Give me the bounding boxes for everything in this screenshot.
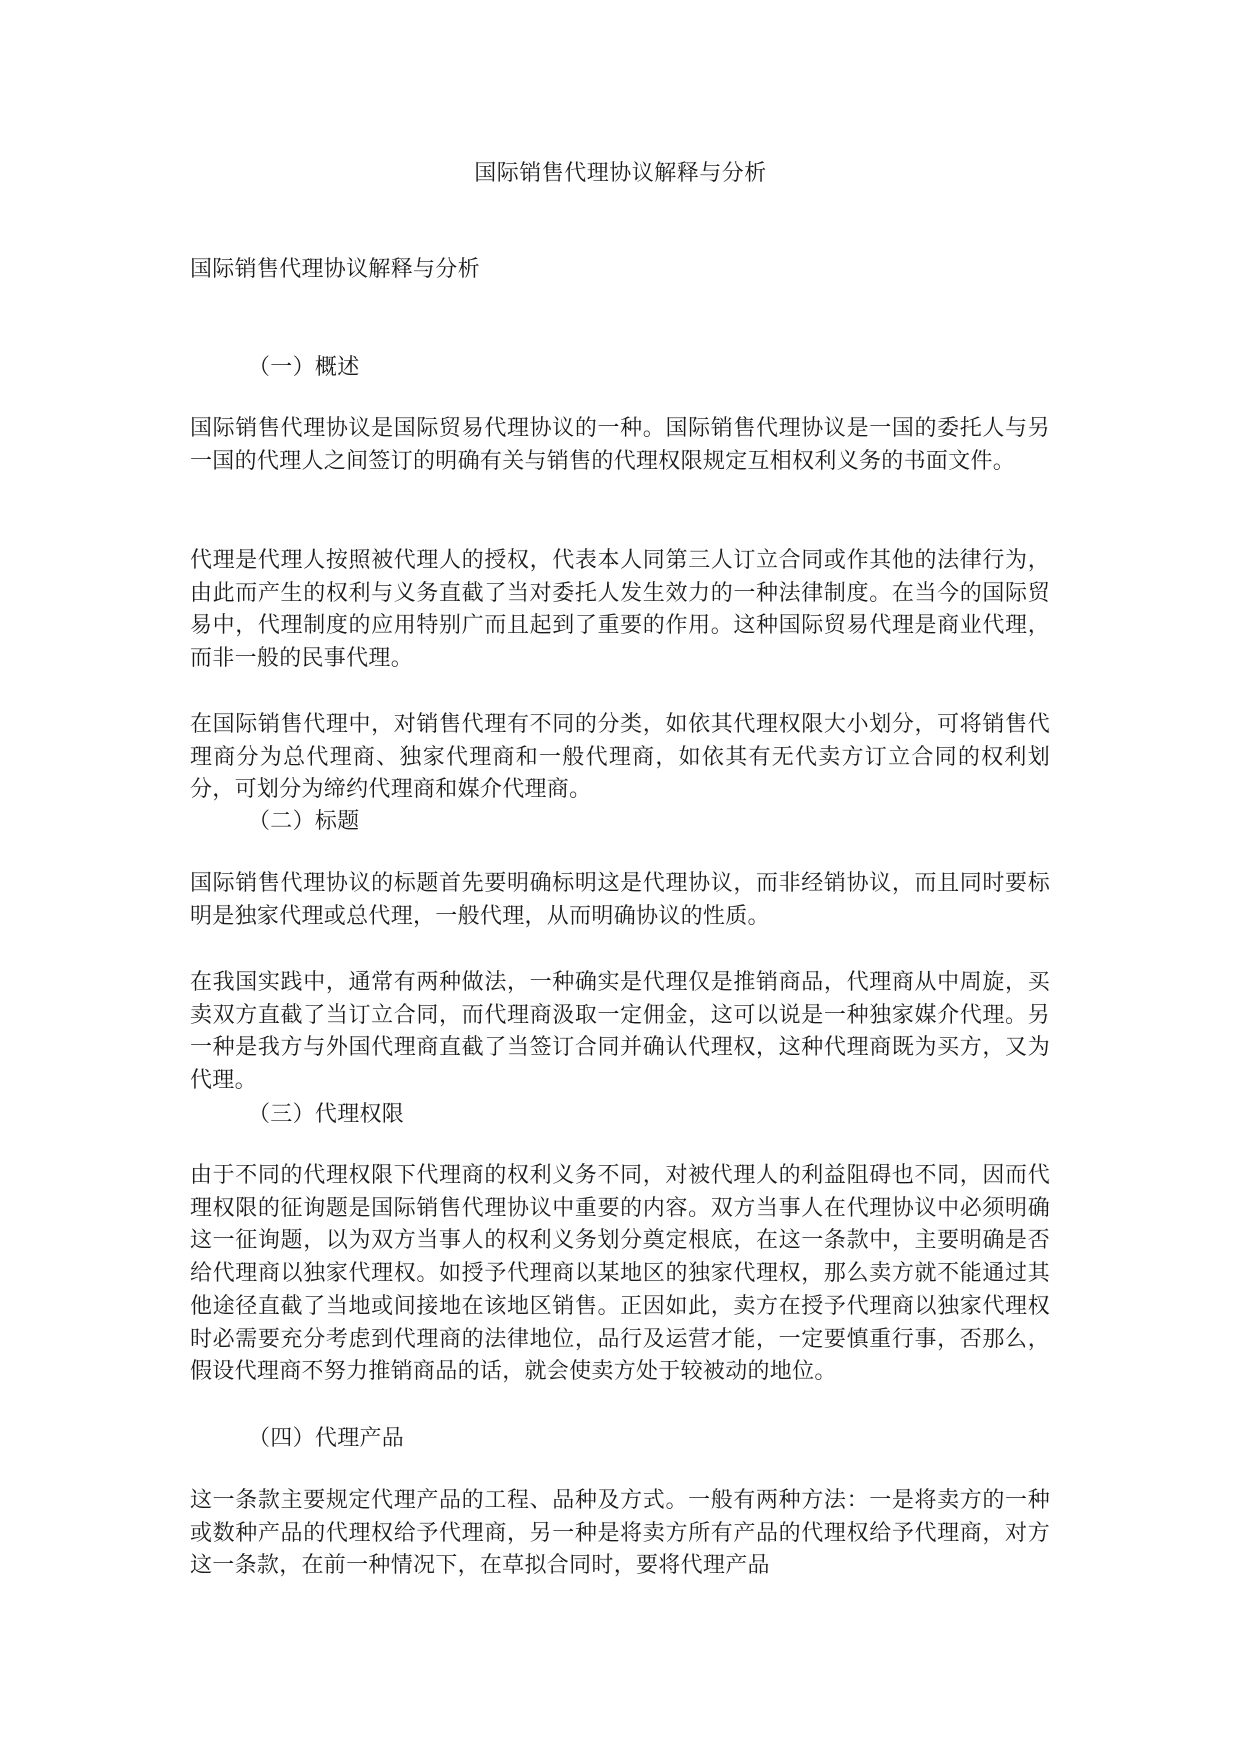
section-heading-agency-products: （四）代理产品 bbox=[248, 1426, 405, 1451]
section-heading-title: （二）标题 bbox=[248, 809, 360, 834]
paragraph: 在我国实践中，通常有两种做法，一种确实是代理仅是推销商品，代理商从中周旋，买卖双方直截了当订立合同，而代理商汲取一定佣金，这可以说是一种独家媒介代理。另一种是我方与外国代理商直截了当签订合同并确认代理权，这种代理商既为买方，又为代理。 bbox=[190, 970, 1050, 1094]
paragraph: 国际销售代理协议是国际贸易代理协议的一种。国际销售代理协议是一国的委托人与另一国的代理人之间签订的明确有关与销售的代理权限规定互相权利义务的书面文件。 bbox=[190, 416, 1050, 474]
document-title: 国际销售代理协议解释与分析 bbox=[474, 161, 767, 186]
paragraph: 代理是代理人按照被代理人的授权，代表本人同第三人订立合同或作其他的法律行为，由此而产生的权利与义务直截了当对委托人发生效力的一种法律制度。在当今的国际贸易中，代理制度的应用特别广而且起到了重要的作用。这种国际贸易代理是商业代理，而非一般的民事代理。 bbox=[190, 548, 1050, 672]
paragraph: 这一条款主要规定代理产品的工程、品种及方式。一般有两种方法：一是将卖方的一种或数种产品的代理权给予代理商，另一种是将卖方所有产品的代理权给予代理商，对方这一条款，在前一种情况下，在草拟合同时，要将代理产品 bbox=[190, 1488, 1050, 1579]
paragraph: 国际销售代理协议的标题首先要明确标明这是代理协议，而非经销协议，而且同时要标明是独家代理或总代理，一般代理，从而明确协议的性质。 bbox=[190, 871, 1050, 929]
document-subtitle: 国际销售代理协议解释与分析 bbox=[190, 257, 480, 282]
paragraph: 在国际销售代理中，对销售代理有不同的分类，如依其代理权限大小划分，可将销售代理商分为总代理商、独家代理商和一般代理商，如依其有无代卖方订立合同的权利划分，可划分为缔约代理商和媒介代理商。 bbox=[190, 712, 1050, 803]
section-heading-overview: （一）概述 bbox=[248, 355, 360, 380]
paragraph: 由于不同的代理权限下代理商的权利义务不同，对被代理人的利益阻碍也不同，因而代理权限的征询题是国际销售代理协议中重要的内容。双方当事人在代理协议中必须明确这一征询题，以为双方当事人的权利义务划分奠定根底，在这一条款中，主要明确是否给代理商以独家代理权。如授予代理商以某地区的独家代理权，那么卖方就不能通过其他途径直截了当地或间接地在该地区销售。正因如此，卖方在授予代理商以独家代理权时必需要充分考虑到代理商的法律地位，品行及运营才能，一定要慎重行事，否那么，假设代理商不努力推销商品的话，就会使卖方处于较被动的地位。 bbox=[190, 1163, 1050, 1385]
section-heading-agency-authority: （三）代理权限 bbox=[248, 1102, 405, 1127]
